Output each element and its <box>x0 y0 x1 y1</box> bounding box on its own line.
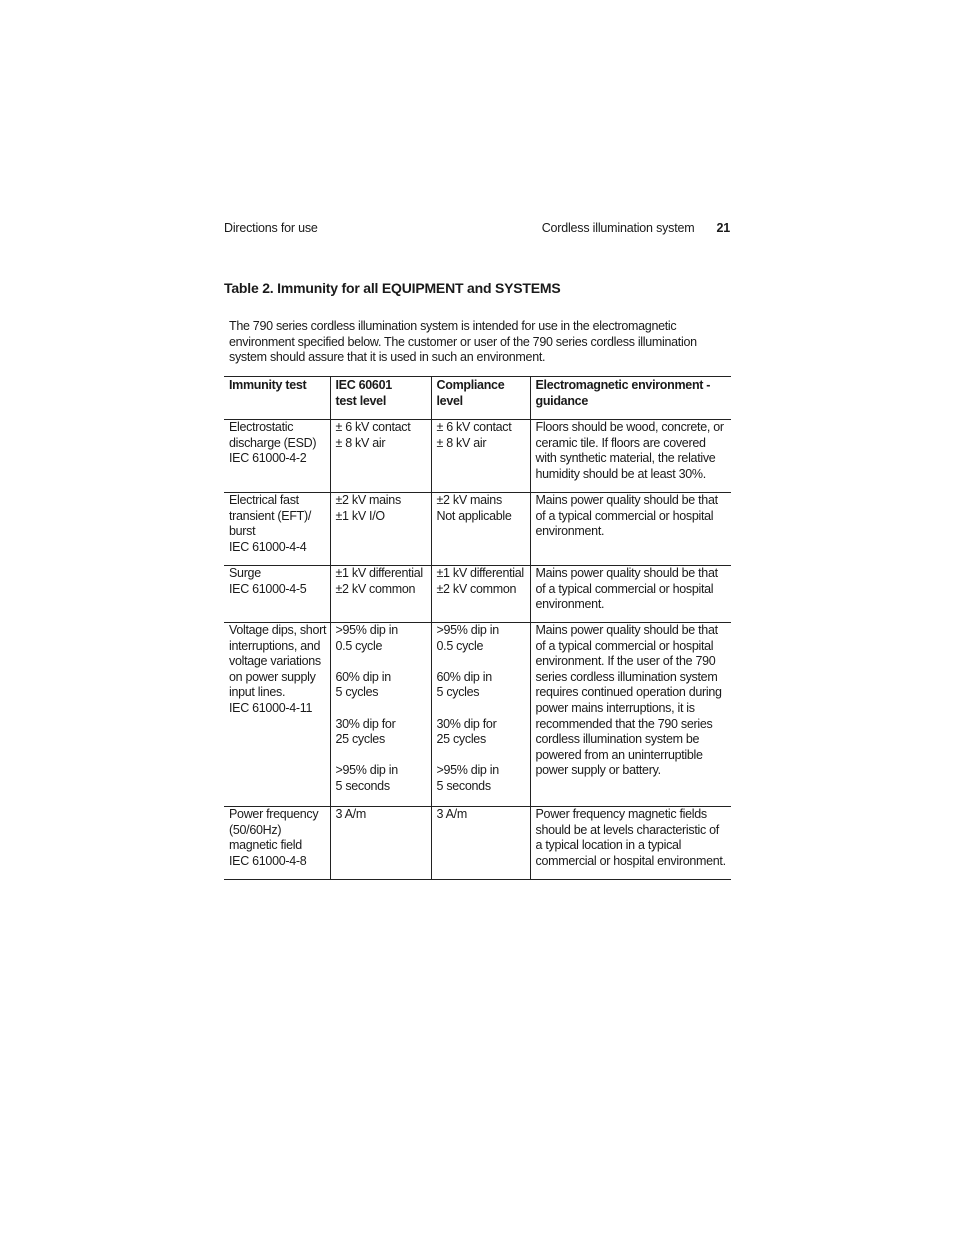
page-header <box>224 221 730 239</box>
cell-compliance-level: >95% dip in 0.5 cycle 60% dip in 5 cycles 30% dip for 25 cycles >95% dip in 5 seconds <box>431 623 530 807</box>
intro-paragraph: The 790 series cordless illumination system is intended for use in the electromagnetic environment specified below. The customer or user of the 790 series cordless illumination system should assure that it is used in such an environment. <box>229 319 697 365</box>
cell-immunity-test: Power frequency (50/60Hz) magnetic field IEC 61000-4-8 <box>224 807 330 880</box>
table-row <box>224 566 731 623</box>
cell-compliance-level: ±1 kV differential ±2 kV common <box>431 566 530 623</box>
cell-guidance: Power frequency magnetic fields should be at levels characteristic of a typical location in a typical commercial or hospital environment. <box>530 807 731 880</box>
table-row <box>224 807 731 880</box>
cell-compliance-level: ± 6 kV contact ± 8 kV air <box>431 420 530 493</box>
cell-test-level: ±2 kV mains ±1 kV I/O <box>330 493 431 566</box>
header-compliance-level: Compliance level <box>431 377 530 420</box>
cell-test-level: ± 6 kV contact ± 8 kV air <box>330 420 431 493</box>
table-row <box>224 493 731 566</box>
cell-immunity-test: Surge IEC 61000-4-5 <box>224 566 330 623</box>
cell-immunity-test: Voltage dips, short interruptions, and voltage variations on power supply input lines. IEC 61000-4-11 <box>224 623 330 807</box>
immunity-table <box>224 376 731 880</box>
header-left-text: Directions for use <box>224 221 318 235</box>
table-header-row <box>224 377 731 420</box>
header-immunity-test: Immunity test <box>224 377 330 420</box>
table-row <box>224 420 731 493</box>
header-right <box>542 221 730 235</box>
table-row <box>224 623 731 807</box>
header-section-title: Cordless illumination system <box>541 221 695 235</box>
cell-compliance-level: ±2 kV mains Not applicable <box>431 493 530 566</box>
table-title: Table 2. Immunity for all EQUIPMENT and SYSTEMS <box>224 280 561 296</box>
header-em-environment-guidance: Electromagnetic environment - guidance <box>530 377 731 420</box>
header-iec-test-level: IEC 60601 test level <box>330 377 431 420</box>
cell-guidance: Mains power quality should be that of a typical commercial or hospital environment. <box>530 493 731 566</box>
cell-immunity-test: Electrostatic discharge (ESD) IEC 61000-4-2 <box>224 420 330 493</box>
cell-guidance: Floors should be wood, concrete, or ceramic tile. If floors are covered with synthetic material, the relative humidity should be at least 30%. <box>530 420 731 493</box>
cell-test-level: ±1 kV differential ±2 kV common <box>330 566 431 623</box>
cell-guidance: Mains power quality should be that of a typical commercial or hospital environment. If the user of the 790 series cordless illumination system requires continued operation during power mains interruptions, it is recommended that the 790 series cordless illumination system be powered from an uninterruptible power supply or battery. <box>530 623 731 807</box>
page-number: 21 <box>716 221 730 235</box>
cell-test-level: 3 A/m <box>330 807 431 880</box>
cell-test-level: >95% dip in 0.5 cycle 60% dip in 5 cycles 30% dip for 25 cycles >95% dip in 5 seconds <box>330 623 431 807</box>
cell-compliance-level: 3 A/m <box>431 807 530 880</box>
cell-guidance: Mains power quality should be that of a typical commercial or hospital environment. <box>530 566 731 623</box>
cell-immunity-test: Electrical fast transient (EFT)/ burst IEC 61000-4-4 <box>224 493 330 566</box>
